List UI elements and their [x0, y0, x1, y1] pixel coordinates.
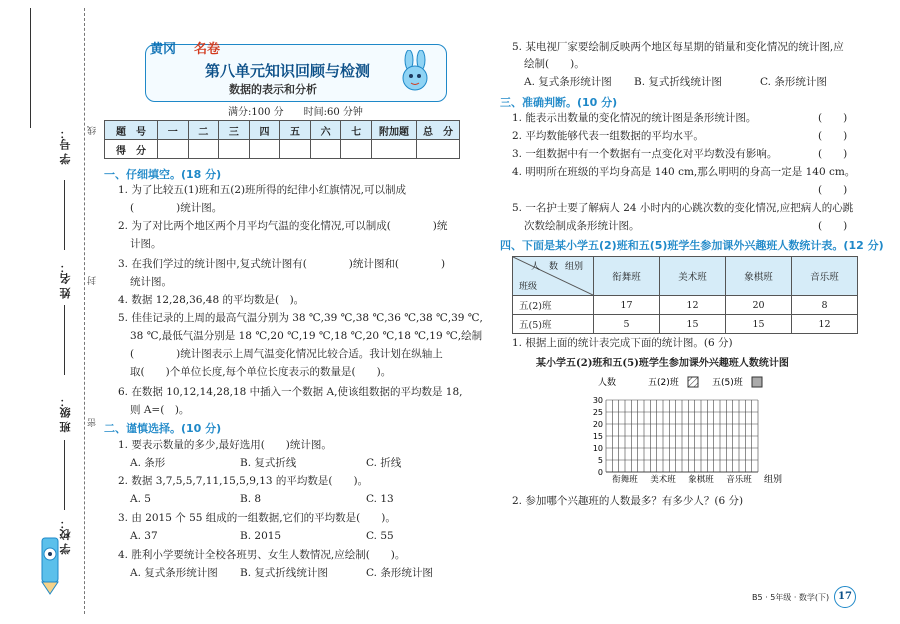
legend-label-class2: 五(2)班	[648, 378, 679, 388]
sec1-q1-cont: ( )统计图。	[130, 202, 223, 214]
chart-xticks	[612, 474, 752, 485]
corner-label-group: 组别	[565, 262, 584, 272]
option: C. 条形统计图	[366, 567, 433, 579]
answer-paren[interactable]: ( )	[818, 148, 848, 160]
score-cell[interactable]	[341, 140, 372, 159]
score-head-cell: 六	[310, 121, 341, 140]
score-head-cell: 总 分	[417, 121, 460, 140]
sec3-q1: 1. 能表示出数量的变化情况的统计图是条形统计图。	[512, 112, 757, 124]
option: C. 13	[366, 493, 394, 505]
score-table-row	[105, 140, 460, 159]
y-tick-label: 5	[597, 456, 603, 465]
sec1-q6: 6. 在数据 10,12,14,28,18 中插入一个数据 A,使该组数据的平均数是 18,	[118, 386, 463, 398]
rabbit-mascot-icon	[393, 50, 437, 94]
bar-chart	[584, 372, 804, 490]
legend-swatch-class2	[688, 377, 698, 387]
x-tick-label: 美术班	[650, 475, 676, 485]
table-cell: 8	[792, 296, 858, 315]
sec1-q2: 2. 为了对比两个地区两个月平均气温的变化情况,可以制成( )统	[118, 220, 448, 232]
answer-paren[interactable]: ( )	[818, 112, 848, 124]
brand-logo-secondary: 名卷	[194, 42, 221, 57]
class-label: 班 级：	[59, 396, 72, 433]
student-number-label: 学 号：	[59, 128, 72, 165]
sec2-q3: 3. 由 2015 个 55 组成的一组数据,它们的平均数是( )。	[118, 512, 396, 524]
score-cell[interactable]	[188, 140, 219, 159]
score-table	[104, 120, 460, 159]
sec1-q1: 1. 为了比较五(1)班和五(2)班所得的纪律小红旗情况,可以制成	[118, 184, 406, 196]
y-tick-label: 10	[592, 444, 603, 453]
score-cell[interactable]	[219, 140, 250, 159]
sec3-q5-cont: 次数绘制成条形统计图。	[524, 220, 640, 232]
table-cell: 15	[660, 315, 726, 334]
sec2-q5: 5. 某电视厂家要绘制反映两个地区每星期的销量和变化情况的统计图,应	[512, 41, 844, 53]
table-row	[513, 315, 858, 334]
section-3-title: 三、准确判断。(10 分)	[500, 96, 618, 109]
score-cell[interactable]	[280, 140, 311, 159]
legend-swatch-class5	[752, 377, 762, 387]
sec4-q1: 1. 根据上面的统计表完成下面的统计图。(6 分)	[512, 337, 733, 349]
corner-label-count: 人 数	[531, 262, 559, 272]
sec1-q2-cont: 计图。	[130, 238, 162, 250]
x-tick-label: 衔舞班	[612, 475, 638, 485]
group-header: 美术班	[660, 257, 726, 296]
y-tick-label: 20	[592, 420, 603, 429]
table-cell: 12	[792, 315, 858, 334]
score-cell[interactable]	[249, 140, 280, 159]
y-tick-label: 30	[592, 396, 603, 405]
row-label: 五(5)班	[513, 315, 594, 334]
school-fill-line	[64, 440, 65, 510]
chart-xlabel: 组别	[764, 475, 783, 485]
interest-table	[512, 256, 858, 334]
binding-line	[30, 8, 31, 128]
group-header: 象棋班	[726, 257, 792, 296]
group-header: 衔舞班	[594, 257, 660, 296]
option: B. 复式折线	[240, 457, 297, 469]
option: B. 复式折线统计图	[634, 76, 722, 88]
answer-paren[interactable]: ( )	[818, 220, 848, 232]
y-tick-label: 0	[597, 468, 603, 477]
option: B. 复式折线统计图	[240, 567, 328, 579]
sec1-q5: 5. 佳佳记录的上周的最高气温分别为 38 ℃,39 ℃,38 ℃,36 ℃,38 ℃,39 ℃,	[118, 312, 483, 324]
brand-logo: 黄冈	[150, 42, 177, 57]
sec3-q2: 2. 平均数能够代表一组数据的平均水平。	[512, 130, 704, 142]
score-cell[interactable]	[372, 140, 417, 159]
table-cell: 20	[726, 296, 792, 315]
option: A. 复式条形统计图	[524, 76, 612, 88]
sec1-q5-cont1: 38 ℃,最低气温分别是 18 ℃,20 ℃,19 ℃,18 ℃,20 ℃,18 ℃,19 ℃,绘制	[130, 330, 483, 342]
score-head-cell: 二	[188, 121, 219, 140]
answer-paren[interactable]: ( )	[818, 184, 848, 196]
chart-yticks	[593, 396, 603, 477]
x-tick-label: 音乐班	[726, 475, 752, 485]
sec2-q1: 1. 要表示数量的多少,最好选用( )统计图。	[118, 439, 332, 451]
sec1-q3-cont: 统计图。	[130, 276, 172, 288]
x-tick-label: 象棋班	[688, 475, 714, 485]
class-fill-line	[64, 305, 65, 375]
section-2-title: 二、谨慎选择。(10 分)	[104, 422, 222, 435]
cut-mark-secret: 密	[88, 418, 98, 427]
sec1-q4: 4. 数据 12,28,36,48 的平均数是( )。	[118, 294, 305, 306]
option: B. 8	[240, 493, 262, 505]
chart-title: 某小学五(2)班和五(5)班学生参加课外兴趣班人数统计图	[536, 358, 789, 369]
sec1-q6-cont: 则 A=( )。	[130, 404, 190, 416]
table-row	[513, 296, 858, 315]
sec2-q5-cont: 绘制( )。	[524, 58, 585, 70]
name-fill-line	[64, 180, 65, 250]
sec1-q5-cont3: 取( )个单位长度,每个单位长度表示的数量是( )。	[130, 366, 392, 378]
table-cell: 12	[660, 296, 726, 315]
y-tick-label: 25	[592, 408, 603, 417]
sec3-q3: 3. 一组数据中有一个数据有一点变化对平均数没有影响。	[512, 148, 778, 160]
option: C. 条形统计图	[760, 76, 827, 88]
table-cell: 5	[594, 315, 660, 334]
score-row-label: 得 分	[105, 140, 158, 159]
option: A. 37	[130, 530, 158, 542]
score-head-cell: 四	[249, 121, 280, 140]
option: C. 折线	[366, 457, 402, 469]
option: A. 复式条形统计图	[130, 567, 218, 579]
table-corner-cell	[513, 257, 594, 296]
page-title: 第八单元知识回顾与检测	[205, 62, 371, 80]
chart-grid	[606, 400, 758, 472]
exam-meta: 满分:100 分 时间:60 分钟	[228, 107, 363, 118]
binding-strip	[0, 0, 96, 624]
group-header: 音乐班	[792, 257, 858, 296]
footer-text: B5 · 5年级 · 数学(下)	[752, 593, 830, 602]
page-subtitle: 数据的表示和分析	[229, 83, 317, 96]
score-head-cell: 附加题	[372, 121, 417, 140]
sec3-q4: 4. 明明所在班级的平均身高是 140 cm,那么明明的身高一定是 140 cm。	[512, 166, 856, 178]
table-cell: 15	[726, 315, 792, 334]
sec4-q2: 2. 参加哪个兴趣班的人数最多？有多少人？(6 分)	[512, 495, 744, 507]
option: B. 2015	[240, 530, 282, 542]
score-head-cell: 三	[219, 121, 250, 140]
interest-table-header	[513, 257, 858, 296]
cut-mark-seal: 封	[88, 276, 98, 285]
legend-label-class5: 五(5)班	[712, 378, 743, 388]
option: A. 条形	[130, 457, 166, 469]
score-head-cell: 一	[158, 121, 189, 140]
answer-paren[interactable]: ( )	[818, 130, 848, 142]
score-table-header	[105, 121, 460, 140]
sec1-q3: 3. 在我们学过的统计图中,复式统计图有( )统计图和( )	[118, 258, 446, 270]
sec2-q4: 4. 胜利小学要统计全校各班男、女生人数情况,应绘制( )。	[118, 549, 406, 561]
cut-mark-line: 线	[88, 126, 98, 135]
option: A. 5	[130, 493, 151, 505]
corner-label-class: 班级	[519, 282, 538, 292]
score-head-cell: 五	[280, 121, 311, 140]
option: C. 55	[366, 530, 394, 542]
score-head-cell: 题 号	[105, 121, 158, 140]
sec3-q5: 5. 一名护士要了解病人 24 小时内的心跳次数的变化情况,应把病人的心跳	[512, 202, 854, 214]
page-number: 17	[834, 586, 856, 608]
score-cell[interactable]	[310, 140, 341, 159]
binding-dashed-line	[84, 8, 85, 614]
name-label: 姓 名：	[59, 262, 72, 299]
score-head-cell: 七	[341, 121, 372, 140]
sec2-q2: 2. 数据 3,7,5,5,7,11,15,5,9,13 的平均数是( )。	[118, 475, 369, 487]
section-4-title: 四、下面是某小学五(2)班和五(5)班学生参加课外兴趣班人数统计表。(12 分)	[500, 239, 884, 252]
y-tick-label: 15	[592, 432, 603, 441]
pencil-mascot-icon	[30, 532, 70, 598]
score-cell[interactable]	[417, 140, 460, 159]
school-label: 学 校：	[59, 518, 72, 555]
score-cell[interactable]	[158, 140, 189, 159]
table-cell: 17	[594, 296, 660, 315]
chart-ylabel: 人数	[598, 378, 617, 388]
row-label: 五(2)班	[513, 296, 594, 315]
sec1-q5-cont2: ( )统计图表示上周气温变化情况比较合适。我计划在纵轴上	[130, 348, 443, 360]
section-1-title: 一、仔细填空。(18 分)	[104, 168, 222, 181]
